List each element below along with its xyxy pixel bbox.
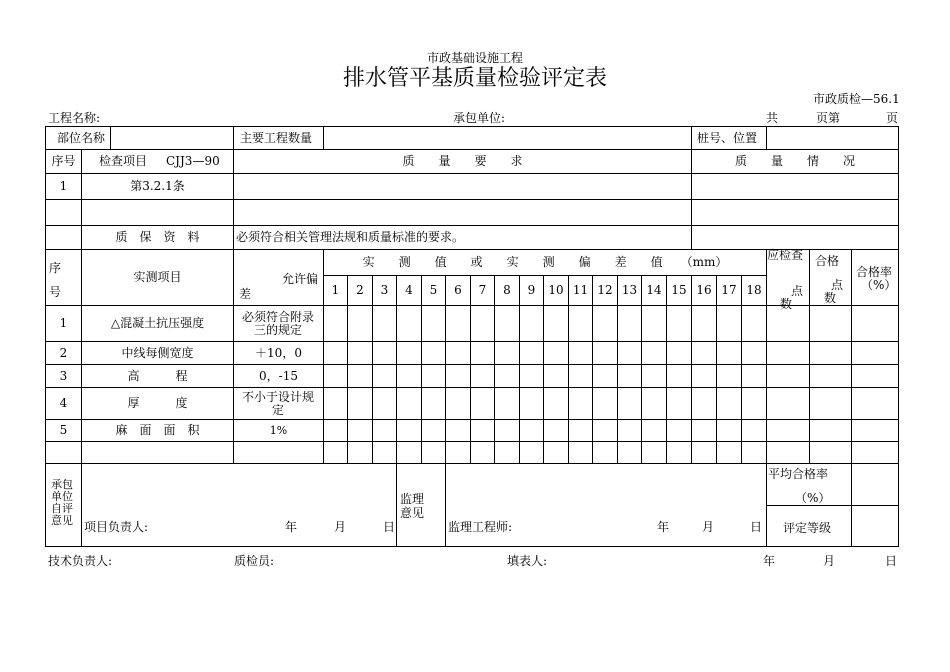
measure-row-item (82, 442, 233, 463)
pass-rate-header: 合格率 (856, 265, 893, 279)
quality-guarantee-label: 质 保 资 料 (115, 230, 200, 244)
footer-year: 年 (763, 554, 776, 568)
document-subtitle: 市政基础设施工程 (426, 51, 523, 65)
contractor-self-evaluation-label: 承包单位自评意见 (51, 478, 73, 527)
col-number: 6 (454, 283, 462, 297)
col-number: 14 (646, 283, 662, 297)
footer-day: 日 (885, 554, 898, 568)
assessment-grade-label: 评定等级 (783, 521, 832, 535)
date-year: 年 (657, 520, 670, 534)
col-number: 17 (721, 283, 737, 297)
measure-seq-b: 号 (49, 285, 62, 299)
measure-row-no: 4 (59, 396, 68, 410)
quality-inspector-label: 质检员: (234, 554, 275, 568)
measure-row-allowance: 1% (269, 424, 288, 437)
measure-row-item: 麻 面 面 积 (115, 423, 200, 437)
measure-row-no (46, 442, 81, 463)
date-month: 月 (334, 520, 347, 534)
should-check-header-c: 数 (780, 297, 793, 311)
row-item (82, 200, 233, 225)
measure-row-allowance (234, 442, 323, 463)
measure-row-allowance: ＋10，0 (255, 345, 302, 360)
average-pass-rate-unit: （%） (795, 491, 831, 505)
measure-row-no: 2 (59, 345, 68, 360)
measure-item-header: 实测项目 (133, 270, 182, 284)
measure-seq-a: 序 (49, 261, 62, 275)
col-number: 15 (671, 283, 687, 297)
col-number: 16 (696, 283, 712, 297)
main-quantity-label: 主要工程数量 (240, 130, 313, 145)
measure-row-allowance: 不小于设计规定 (241, 389, 314, 417)
page-end-label: 页 (886, 111, 899, 125)
measure-row-no: 3 (59, 368, 68, 383)
row-no: 1 (59, 179, 68, 193)
project-name-label: 工程名称: (48, 111, 101, 125)
deviation-header: 实 测 值 或 实 测 偏 差 值 （mm） (362, 255, 728, 269)
measure-row-no: 5 (59, 423, 68, 437)
measure-row-item: 中线每侧宽度 (121, 345, 194, 360)
col-number: 1 (331, 283, 340, 297)
col-number: 13 (621, 283, 638, 297)
measure-row-item: 高 程 (127, 368, 188, 383)
contractor-label: 承包单位: (453, 111, 506, 125)
pile-position-label: 桩号、位置 (697, 130, 758, 145)
date-day: 日 (383, 520, 396, 534)
project-manager-label: 项目负责人: (84, 520, 149, 534)
col-number: 8 (503, 283, 511, 297)
row-no (46, 200, 81, 225)
standard-code: CJJ3—90 (166, 154, 220, 168)
pass-points-header-c: 数 (824, 291, 837, 305)
part-name-label: 部位名称 (57, 130, 106, 145)
supervision-opinion-label: 监理意见 (399, 492, 424, 520)
form-number: 市政质检—56.1 (813, 92, 900, 106)
measure-row-item: △混凝土抗压强度 (110, 316, 205, 330)
col-number: 4 (405, 283, 413, 297)
row-item: 第3.2.1条 (130, 179, 185, 193)
document-title: 排水管平基质量检验评定表 (342, 66, 607, 91)
col-number: 9 (527, 283, 536, 297)
col-number: 12 (597, 283, 613, 297)
technical-lead-label: 技术负责人: (48, 554, 113, 568)
total-pages-label: 共 (766, 111, 779, 125)
measure-row-no: 1 (59, 316, 68, 330)
footer-month: 月 (823, 554, 836, 568)
measure-row-allowance: 0，-15 (259, 368, 298, 383)
pass-rate-unit: （%） (861, 278, 897, 292)
col-number: 18 (746, 283, 762, 297)
date-month: 月 (702, 520, 715, 534)
pass-points-header-b: 点 (831, 278, 844, 292)
form-filler-label: 填表人: (507, 554, 548, 568)
should-check-header-b: 点 (791, 284, 804, 298)
col-number: 5 (429, 283, 438, 297)
page-number-label: 页第 (816, 111, 841, 125)
quality-requirement-header: 质 量 要 求 (402, 154, 523, 168)
measure-row-allowance: 必须符合附录三的规定 (241, 309, 314, 337)
check-item-header: 检查项目 (99, 154, 148, 168)
supervising-engineer-label: 监理工程师: (448, 520, 513, 534)
col-number: 3 (380, 283, 389, 297)
quality-guarantee-requirement: 必须符合相关管理法规和质量标准的要求。 (236, 230, 465, 244)
measure-row-item: 厚 度 (127, 396, 188, 410)
should-check-header-a: 应检查 (767, 248, 804, 262)
date-year: 年 (285, 520, 298, 534)
average-pass-rate-label: 平均合格率 (768, 467, 829, 481)
col-number: 2 (356, 283, 364, 297)
pass-points-header-a: 合格 (815, 254, 840, 268)
col-number: 10 (548, 283, 564, 297)
quality-status-header: 质 量 情 况 (734, 154, 855, 168)
allowance-header-b: 差 (239, 287, 252, 301)
col-number: 11 (572, 283, 589, 297)
col-number: 7 (478, 283, 487, 297)
allowance-header-a: 允许偏 (282, 272, 319, 286)
date-day: 日 (750, 520, 763, 534)
seq-header: 序号 (51, 154, 76, 168)
